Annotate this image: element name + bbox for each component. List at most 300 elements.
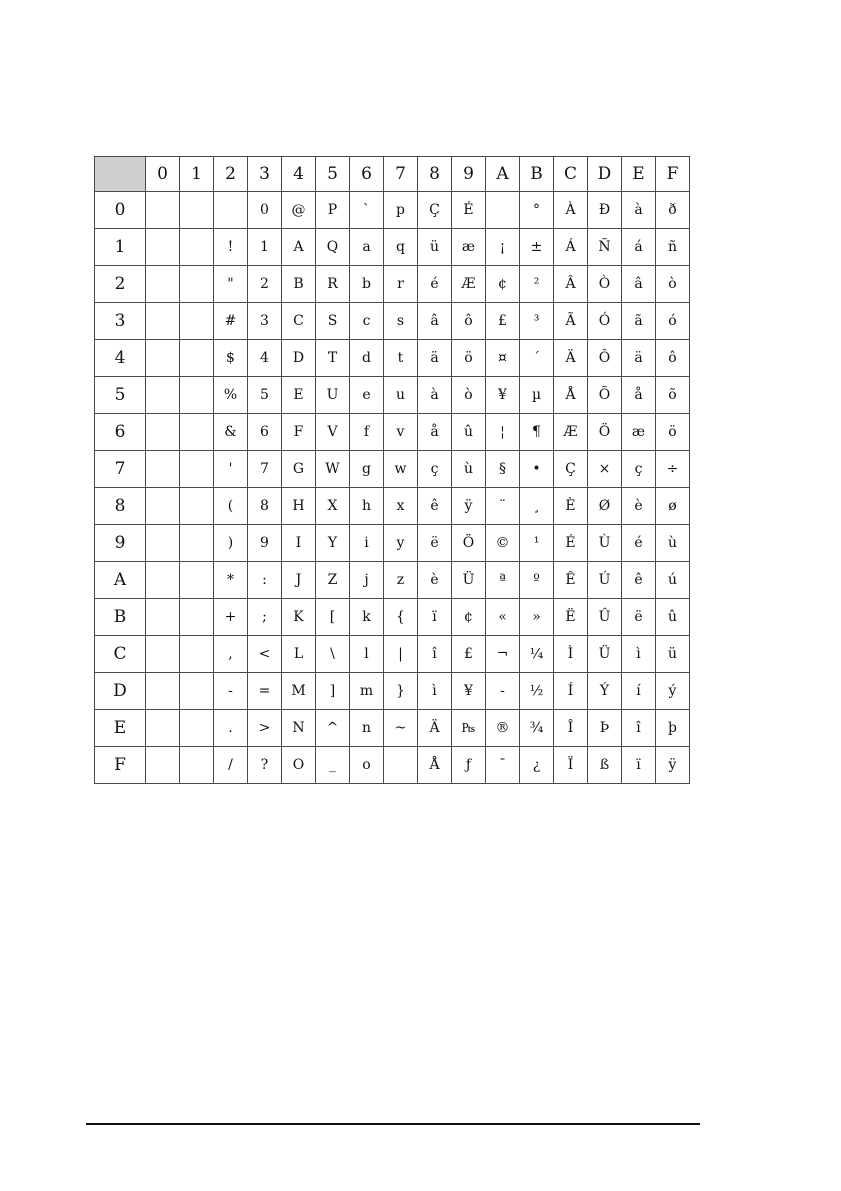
char-cell: O: [282, 747, 316, 784]
char-cell: [180, 488, 214, 525]
char-cell: ì: [418, 673, 452, 710]
char-cell: é: [622, 525, 656, 562]
char-cell: £: [486, 303, 520, 340]
char-cell: ¥: [486, 377, 520, 414]
column-header-b: B: [520, 157, 554, 192]
char-cell: Ã: [554, 303, 588, 340]
row-header-b: B: [95, 599, 146, 636]
char-cell: %: [214, 377, 248, 414]
char-cell: :: [248, 562, 282, 599]
char-cell: s: [384, 303, 418, 340]
char-cell: @: [282, 192, 316, 229]
char-cell: _: [316, 747, 350, 784]
char-cell: r: [384, 266, 418, 303]
table-row: [95, 229, 690, 266]
char-cell: Å: [554, 377, 588, 414]
char-cell: w: [384, 451, 418, 488]
table-row: [95, 303, 690, 340]
column-header-f: F: [656, 157, 690, 192]
row-header-a: A: [95, 562, 146, 599]
char-cell: •: [520, 451, 554, 488]
char-cell: [180, 636, 214, 673]
char-cell: h: [350, 488, 384, 525]
char-cell: ©: [486, 525, 520, 562]
char-cell: Q: [316, 229, 350, 266]
footer-rule: [86, 1123, 700, 1125]
char-cell: [146, 488, 180, 525]
char-cell: 6: [248, 414, 282, 451]
char-cell: ö: [656, 414, 690, 451]
char-cell: ù: [656, 525, 690, 562]
char-cell: 7: [248, 451, 282, 488]
char-cell: [180, 229, 214, 266]
char-cell: 3: [248, 303, 282, 340]
char-cell: ì: [622, 636, 656, 673]
row-header-c: C: [95, 636, 146, 673]
char-cell: ¨: [486, 488, 520, 525]
char-cell: [180, 414, 214, 451]
char-cell: Ó: [588, 303, 622, 340]
char-cell: ñ: [656, 229, 690, 266]
char-cell: Ü: [588, 636, 622, 673]
char-cell: [180, 451, 214, 488]
char-cell: ë: [418, 525, 452, 562]
char-cell: â: [418, 303, 452, 340]
char-cell: !: [214, 229, 248, 266]
char-cell: þ: [656, 710, 690, 747]
char-cell: ø: [656, 488, 690, 525]
char-cell: Ì: [554, 636, 588, 673]
char-cell: [180, 562, 214, 599]
char-cell: è: [418, 562, 452, 599]
char-cell: ?: [248, 747, 282, 784]
row-header-7: 7: [95, 451, 146, 488]
char-cell: Þ: [588, 710, 622, 747]
char-cell: [180, 599, 214, 636]
char-cell: Ê: [554, 562, 588, 599]
char-cell: T: [316, 340, 350, 377]
char-cell: ~: [384, 710, 418, 747]
table-row: [95, 673, 690, 710]
char-cell: [146, 747, 180, 784]
char-cell: q: [384, 229, 418, 266]
char-cell: ù: [452, 451, 486, 488]
char-cell: ü: [656, 636, 690, 673]
char-cell: &: [214, 414, 248, 451]
char-cell: m: [350, 673, 384, 710]
char-cell: Í: [554, 673, 588, 710]
row-header-4: 4: [95, 340, 146, 377]
char-cell: [146, 525, 180, 562]
char-cell: [180, 266, 214, 303]
char-cell: 5: [248, 377, 282, 414]
char-cell: b: [350, 266, 384, 303]
char-cell: È: [554, 488, 588, 525]
char-cell: $: [214, 340, 248, 377]
char-cell: ¸: [520, 488, 554, 525]
char-cell: ð: [656, 192, 690, 229]
char-cell: ê: [418, 488, 452, 525]
char-cell: y: [384, 525, 418, 562]
char-cell: ½: [520, 673, 554, 710]
char-cell: ä: [622, 340, 656, 377]
char-cell: ö: [452, 340, 486, 377]
char-cell: Ë: [554, 599, 588, 636]
char-cell: â: [622, 266, 656, 303]
char-cell: [486, 192, 520, 229]
column-header-e: E: [622, 157, 656, 192]
column-header-4: 4: [282, 157, 316, 192]
char-cell: ¡: [486, 229, 520, 266]
char-cell: ß: [588, 747, 622, 784]
char-cell: [146, 562, 180, 599]
char-cell: à: [418, 377, 452, 414]
char-cell: é: [418, 266, 452, 303]
char-cell: Ö: [588, 414, 622, 451]
row-header-f: F: [95, 747, 146, 784]
char-cell: f: [350, 414, 384, 451]
row-header-e: E: [95, 710, 146, 747]
char-cell: [180, 192, 214, 229]
char-cell: x: [384, 488, 418, 525]
char-cell: -: [214, 673, 248, 710]
char-cell: ×: [588, 451, 622, 488]
char-cell: o: [350, 747, 384, 784]
char-cell: (: [214, 488, 248, 525]
char-cell: [146, 192, 180, 229]
char-cell: ¬: [486, 636, 520, 673]
char-cell: ¢: [452, 599, 486, 636]
char-cell: `: [350, 192, 384, 229]
table-body: [95, 192, 690, 784]
char-cell: ¹: [520, 525, 554, 562]
column-header-3: 3: [248, 157, 282, 192]
char-cell: E: [282, 377, 316, 414]
char-cell: n: [350, 710, 384, 747]
table-row: [95, 488, 690, 525]
char-cell: >: [248, 710, 282, 747]
char-cell: ï: [418, 599, 452, 636]
char-cell: C: [282, 303, 316, 340]
char-cell: ¿: [520, 747, 554, 784]
char-cell: ÷: [656, 451, 690, 488]
char-cell: Ö: [452, 525, 486, 562]
char-cell: ò: [656, 266, 690, 303]
char-cell: +: [214, 599, 248, 636]
char-cell: F: [282, 414, 316, 451]
char-cell: [146, 229, 180, 266]
char-cell: *: [214, 562, 248, 599]
char-cell: ã: [622, 303, 656, 340]
char-cell: É: [554, 525, 588, 562]
char-cell: ¾: [520, 710, 554, 747]
char-cell: ê: [622, 562, 656, 599]
char-cell: Ò: [588, 266, 622, 303]
table-row: [95, 525, 690, 562]
row-header-3: 3: [95, 303, 146, 340]
char-cell: ': [214, 451, 248, 488]
char-cell: 8: [248, 488, 282, 525]
char-cell: =: [248, 673, 282, 710]
char-cell: «: [486, 599, 520, 636]
column-header-7: 7: [384, 157, 418, 192]
char-cell: 1: [248, 229, 282, 266]
char-cell: æ: [452, 229, 486, 266]
table-row: [95, 451, 690, 488]
char-cell: i: [350, 525, 384, 562]
char-cell: D: [282, 340, 316, 377]
char-cell: #: [214, 303, 248, 340]
char-cell: K: [282, 599, 316, 636]
column-header-8: 8: [418, 157, 452, 192]
char-cell: W: [316, 451, 350, 488]
column-header-6: 6: [350, 157, 384, 192]
char-cell: [214, 192, 248, 229]
char-cell: M: [282, 673, 316, 710]
char-cell: [146, 377, 180, 414]
char-cell: º: [520, 562, 554, 599]
char-cell: ;: [248, 599, 282, 636]
char-cell: J: [282, 562, 316, 599]
char-cell: ¥: [452, 673, 486, 710]
char-cell: Ä: [418, 710, 452, 747]
char-cell: [146, 266, 180, 303]
table-row: [95, 414, 690, 451]
char-cell: u: [384, 377, 418, 414]
char-cell: ï: [622, 747, 656, 784]
char-cell: U: [316, 377, 350, 414]
char-cell: Ù: [588, 525, 622, 562]
char-cell: Û: [588, 599, 622, 636]
char-cell: S: [316, 303, 350, 340]
char-cell: z: [384, 562, 418, 599]
char-cell: t: [384, 340, 418, 377]
char-cell: l: [350, 636, 384, 673]
char-cell: [180, 340, 214, 377]
char-cell: ú: [656, 562, 690, 599]
char-cell: ƒ: [452, 747, 486, 784]
char-cell: k: [350, 599, 384, 636]
char-cell: ÿ: [656, 747, 690, 784]
char-cell: H: [282, 488, 316, 525]
char-cell: õ: [656, 377, 690, 414]
char-cell: a: [350, 229, 384, 266]
char-cell: [146, 303, 180, 340]
char-cell: |: [384, 636, 418, 673]
char-cell: ò: [452, 377, 486, 414]
column-header-1: 1: [180, 157, 214, 192]
char-cell: d: [350, 340, 384, 377]
column-header-0: 0: [146, 157, 180, 192]
char-cell: [146, 710, 180, 747]
char-cell: ª: [486, 562, 520, 599]
char-cell: å: [622, 377, 656, 414]
char-cell: µ: [520, 377, 554, 414]
row-header-9: 9: [95, 525, 146, 562]
char-cell: Ä: [554, 340, 588, 377]
char-cell: è: [622, 488, 656, 525]
char-cell: [146, 414, 180, 451]
char-cell: Ç: [418, 192, 452, 229]
char-cell: Ï: [554, 747, 588, 784]
char-cell: §: [486, 451, 520, 488]
char-cell: A: [282, 229, 316, 266]
char-cell: .: [214, 710, 248, 747]
char-cell: [180, 377, 214, 414]
char-cell: R: [316, 266, 350, 303]
char-cell: á: [622, 229, 656, 266]
char-cell: L: [282, 636, 316, 673]
char-cell: Â: [554, 266, 588, 303]
char-cell: ²: [520, 266, 554, 303]
char-cell: [146, 673, 180, 710]
char-cell: ´: [520, 340, 554, 377]
char-cell: -: [486, 673, 520, 710]
char-cell: û: [452, 414, 486, 451]
column-header-5: 5: [316, 157, 350, 192]
char-cell: ,: [214, 636, 248, 673]
column-header-d: D: [588, 157, 622, 192]
char-cell: ¼: [520, 636, 554, 673]
char-cell: Ô: [588, 340, 622, 377]
table-row: [95, 340, 690, 377]
char-cell: /: [214, 747, 248, 784]
char-cell: ": [214, 266, 248, 303]
char-cell: I: [282, 525, 316, 562]
column-header-row: [95, 157, 690, 192]
char-cell: G: [282, 451, 316, 488]
char-cell: }: [384, 673, 418, 710]
table-row: [95, 266, 690, 303]
char-cell: ç: [622, 451, 656, 488]
char-cell: ]: [316, 673, 350, 710]
row-header-2: 2: [95, 266, 146, 303]
row-header-6: 6: [95, 414, 146, 451]
char-cell: ¢: [486, 266, 520, 303]
char-cell: Á: [554, 229, 588, 266]
char-cell: É: [452, 192, 486, 229]
char-cell: ¶: [520, 414, 554, 451]
char-cell: ç: [418, 451, 452, 488]
char-cell: Ç: [554, 451, 588, 488]
char-cell: ¦: [486, 414, 520, 451]
char-cell: ₧: [452, 710, 486, 747]
char-cell: p: [384, 192, 418, 229]
char-cell: ^: [316, 710, 350, 747]
char-cell: [180, 747, 214, 784]
char-cell: ): [214, 525, 248, 562]
char-cell: [384, 747, 418, 784]
table-row: [95, 747, 690, 784]
char-cell: c: [350, 303, 384, 340]
char-cell: À: [554, 192, 588, 229]
char-cell: Î: [554, 710, 588, 747]
char-cell: ô: [452, 303, 486, 340]
column-header-2: 2: [214, 157, 248, 192]
char-cell: V: [316, 414, 350, 451]
char-cell: e: [350, 377, 384, 414]
row-header-d: D: [95, 673, 146, 710]
char-cell: ü: [418, 229, 452, 266]
table-row: [95, 562, 690, 599]
char-cell: ¤: [486, 340, 520, 377]
char-cell: Æ: [554, 414, 588, 451]
row-header-5: 5: [95, 377, 146, 414]
char-cell: ä: [418, 340, 452, 377]
char-cell: í: [622, 673, 656, 710]
char-cell: [: [316, 599, 350, 636]
table-row: [95, 377, 690, 414]
character-code-table: [94, 156, 690, 784]
char-cell: Đ: [588, 192, 622, 229]
char-cell: 4: [248, 340, 282, 377]
char-cell: ý: [656, 673, 690, 710]
char-cell: ÿ: [452, 488, 486, 525]
char-cell: [180, 673, 214, 710]
char-cell: »: [520, 599, 554, 636]
column-header-c: C: [554, 157, 588, 192]
corner-cell: [95, 157, 146, 192]
char-cell: [180, 303, 214, 340]
char-cell: [146, 599, 180, 636]
char-cell: ô: [656, 340, 690, 377]
char-cell: Ñ: [588, 229, 622, 266]
char-cell: ³: [520, 303, 554, 340]
char-cell: Ø: [588, 488, 622, 525]
char-cell: [146, 451, 180, 488]
char-cell: £: [452, 636, 486, 673]
char-cell: Y: [316, 525, 350, 562]
column-header-a: A: [486, 157, 520, 192]
char-cell: [180, 710, 214, 747]
table-row: [95, 192, 690, 229]
char-cell: Å: [418, 747, 452, 784]
char-cell: ®: [486, 710, 520, 747]
char-cell: B: [282, 266, 316, 303]
char-cell: \: [316, 636, 350, 673]
row-header-0: 0: [95, 192, 146, 229]
char-cell: °: [520, 192, 554, 229]
table-row: [95, 710, 690, 747]
row-header-1: 1: [95, 229, 146, 266]
char-cell: Ú: [588, 562, 622, 599]
char-cell: P: [316, 192, 350, 229]
char-cell: g: [350, 451, 384, 488]
char-cell: à: [622, 192, 656, 229]
char-cell: ë: [622, 599, 656, 636]
char-cell: Ü: [452, 562, 486, 599]
char-cell: û: [656, 599, 690, 636]
char-cell: 9: [248, 525, 282, 562]
char-cell: <: [248, 636, 282, 673]
char-cell: ó: [656, 303, 690, 340]
char-cell: Z: [316, 562, 350, 599]
char-cell: î: [622, 710, 656, 747]
row-header-8: 8: [95, 488, 146, 525]
column-header-9: 9: [452, 157, 486, 192]
char-cell: {: [384, 599, 418, 636]
char-cell: [146, 340, 180, 377]
char-cell: å: [418, 414, 452, 451]
char-cell: ¯: [486, 747, 520, 784]
char-cell: [180, 525, 214, 562]
table-row: [95, 636, 690, 673]
char-cell: Ý: [588, 673, 622, 710]
char-cell: 0: [248, 192, 282, 229]
char-cell: æ: [622, 414, 656, 451]
table-row: [95, 599, 690, 636]
char-cell: v: [384, 414, 418, 451]
